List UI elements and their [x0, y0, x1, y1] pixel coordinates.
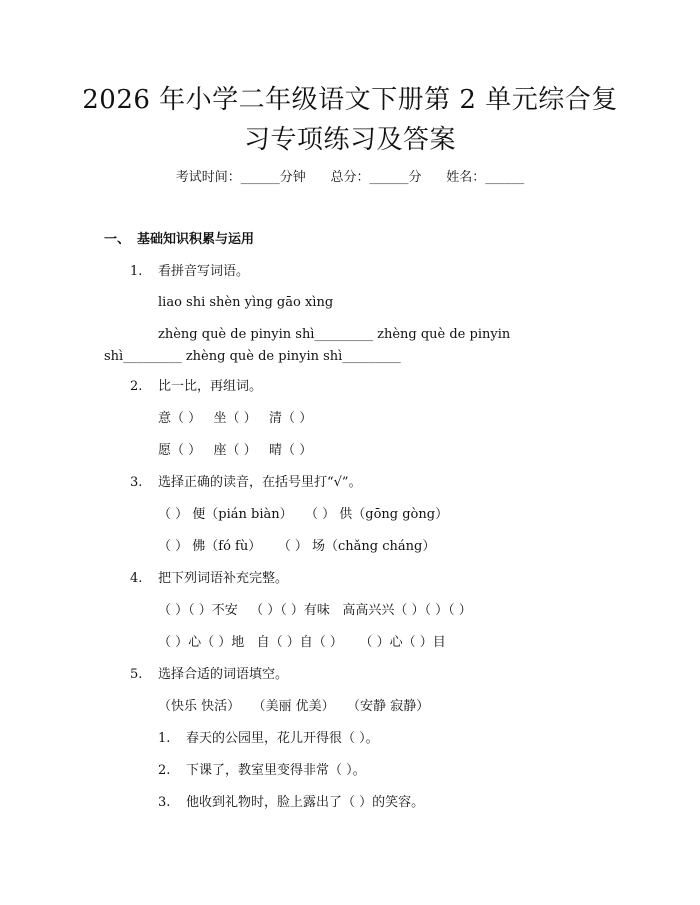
question-prompt: 看拼音写词语。: [158, 264, 250, 279]
sub-item-number: 2.: [158, 763, 171, 778]
question-prompt: 比一比，再组词。: [158, 379, 263, 394]
question-number: 2.: [130, 379, 143, 394]
compare-words-line: 意（ ） 坐（ ） 清（ ）: [158, 411, 313, 426]
question-prompt: 选择正确的读音，在括号里打“√”。: [158, 475, 362, 490]
question-prompt: 把下列词语补充完整。: [158, 571, 289, 586]
exam-meta-line: 考试时间：______分钟 总分：______分 姓名：______: [175, 170, 525, 185]
sub-item-number: 1.: [158, 731, 171, 746]
sub-item-text: 春天的公园里，花儿开得很（ ）。: [186, 731, 379, 746]
section-number: 一、: [104, 232, 131, 247]
sub-item-text: 下课了，教室里变得非常（ ）。: [186, 763, 366, 778]
pinyin-blank-line: shì_________ zhèng què de pinyin shì_________: [104, 349, 401, 364]
question-number: 1.: [130, 264, 143, 279]
word-choices-line: （快乐 快活） （美丽 优美） （安静 寂静）: [158, 699, 430, 714]
compare-words-line: 愿（ ） 座（ ） 晴（ ）: [158, 443, 313, 458]
document-title-line-1: 2026 年小学二年级语文下册第 2 单元综合复: [82, 85, 618, 115]
pronunciation-line: （ ） 便（pián biàn） （ ） 供（gōng gòng）: [158, 507, 449, 522]
question-prompt: 选择合适的词语填空。: [158, 667, 289, 682]
sub-item-text: 他收到礼物时，脸上露出了（ ）的笑容。: [186, 795, 425, 810]
pinyin-line: liao shi shèn yìng gāo xìng: [158, 295, 334, 310]
pinyin-blank-line: zhèng què de pinyin shì_________ zhèng què de pinyin: [158, 327, 511, 342]
pronunciation-line: （ ） 佛（fó fù） （ ） 场（chǎng cháng）: [158, 539, 436, 554]
question-number: 4.: [130, 571, 143, 586]
idiom-fill-line: （ ）（ ）不安 （ ）（ ）有味 高高兴兴（ ）（ ）（ ）: [158, 603, 472, 618]
sub-item-number: 3.: [158, 795, 171, 810]
document-title-line-2: 习专项练习及答案: [243, 125, 456, 155]
question-number: 3.: [130, 475, 143, 490]
section-heading: 基础知识积累与运用: [137, 232, 255, 247]
question-number: 5.: [130, 667, 143, 682]
idiom-fill-line: （ ）心（ ）地 自（ ）自（ ） （ ）心（ ）目: [158, 635, 446, 650]
